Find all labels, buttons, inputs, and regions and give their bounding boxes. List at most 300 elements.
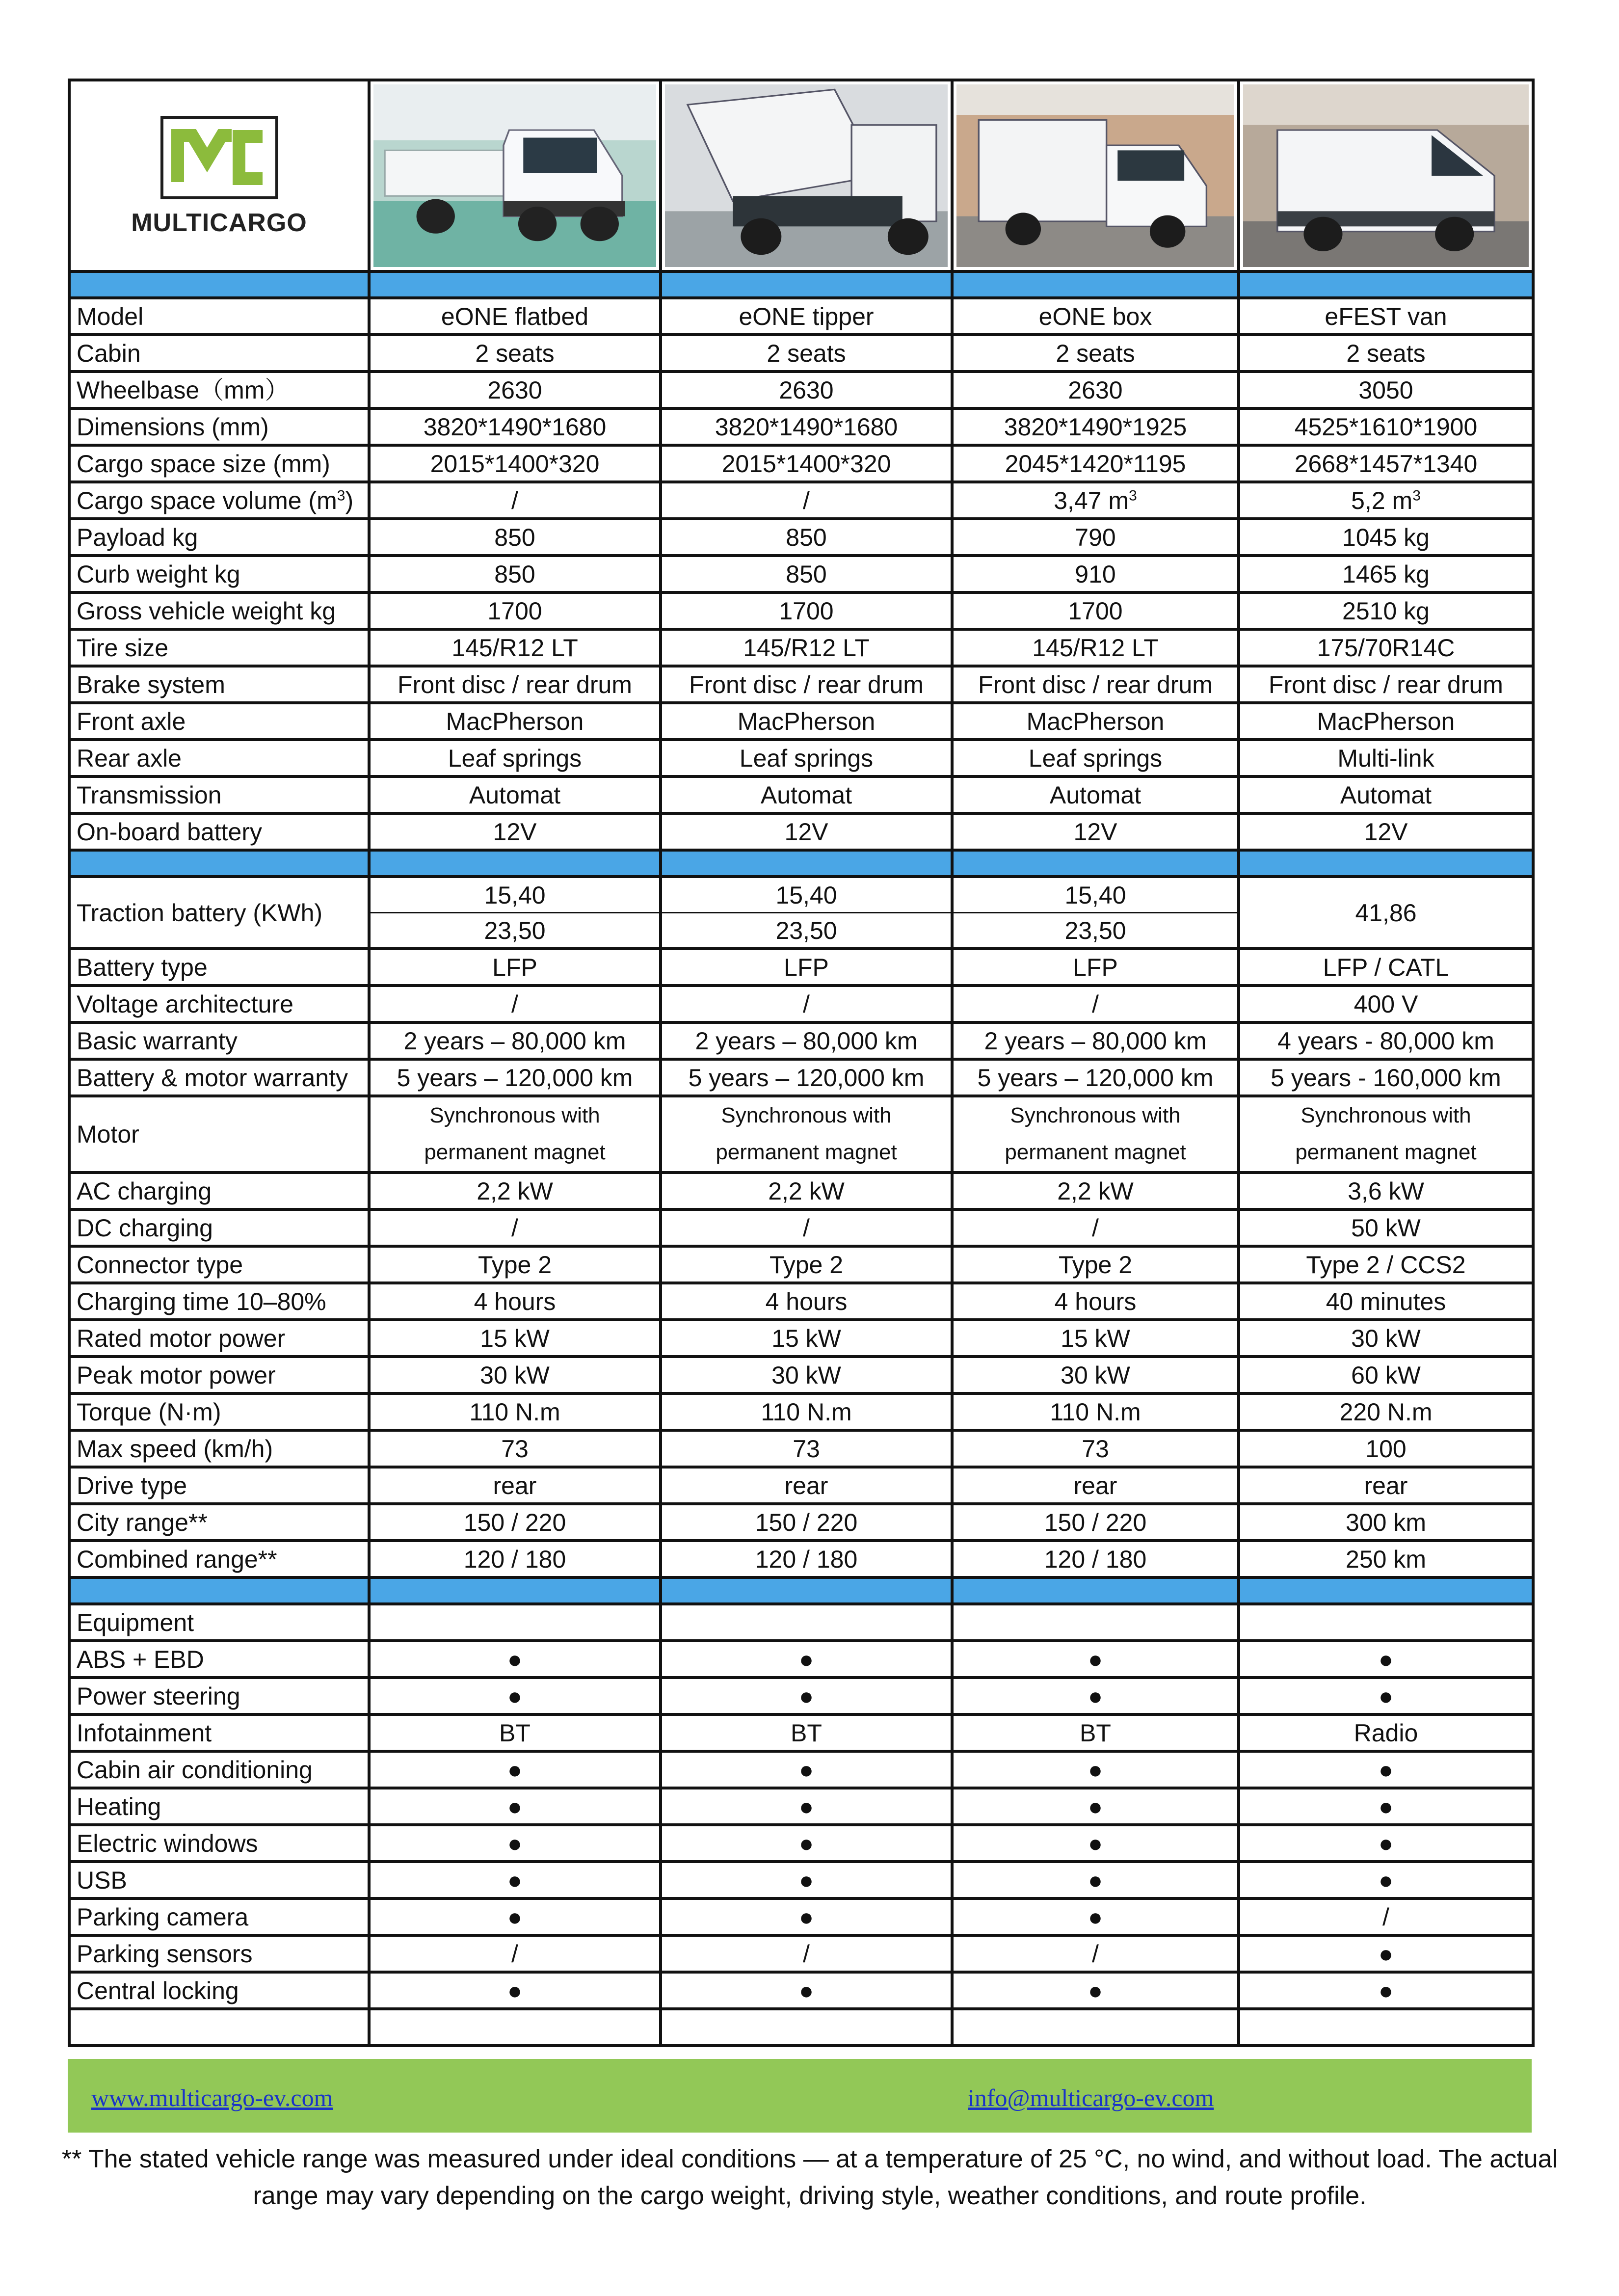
spec-label: Motor	[69, 1096, 369, 1173]
spec-value: 120 / 180	[661, 1541, 952, 1577]
motor-line-1: Synchronous with	[1010, 1103, 1181, 1128]
spec-row-drive-type	[69, 1467, 1533, 1504]
spec-label: Electric windows	[69, 1825, 369, 1862]
spec-value: 5 years – 120,000 km	[952, 1059, 1239, 1096]
spec-value: ●	[661, 1641, 952, 1678]
spec-value: LFP	[952, 949, 1239, 986]
divider-cell	[661, 850, 952, 877]
spec-value: Automat	[1239, 776, 1533, 813]
spec-value: rear	[661, 1467, 952, 1504]
spec-row-city-range	[69, 1504, 1533, 1541]
spec-row-gross-vehicle-weight-kg	[69, 592, 1533, 629]
header-row	[69, 80, 1533, 271]
spec-label: Front axle	[69, 703, 369, 740]
spec-value: rear	[1239, 1467, 1533, 1504]
spec-label: Infotainment	[69, 1714, 369, 1751]
spec-label: DC charging	[69, 1209, 369, 1246]
spec-value: Type 2	[369, 1246, 661, 1283]
brand-logo	[71, 81, 368, 270]
spec-row-rear-axle	[69, 740, 1533, 776]
tipper-truck-photo	[665, 84, 948, 267]
spec-value: 150 / 220	[369, 1504, 661, 1541]
blank-row	[69, 2009, 1533, 2046]
spec-value: 2015*1400*320	[661, 445, 952, 482]
spec-label: USB	[69, 1862, 369, 1898]
spec-value: 850	[369, 519, 661, 556]
spec-value: 3820*1490*1925	[952, 408, 1239, 445]
spec-row-torque-n-m	[69, 1393, 1533, 1430]
spec-value: ●	[952, 1641, 1239, 1678]
spec-row-cargo-space-volume-m	[69, 482, 1533, 519]
spec-value: 15,40	[369, 877, 661, 913]
spec-label: City range**	[69, 1504, 369, 1541]
website-link[interactable]: www.multicargo-ev.com	[91, 2084, 333, 2111]
spec-value: 50 kW	[1239, 1209, 1533, 1246]
spec-label: Rated motor power	[69, 1320, 369, 1357]
divider-cell	[369, 850, 661, 877]
spec-value: MacPherson	[952, 703, 1239, 740]
spec-value: 145/R12 LT	[369, 629, 661, 666]
spec-value: 1700	[369, 592, 661, 629]
divider-cell	[369, 1577, 661, 1604]
spec-row-parking-camera	[69, 1898, 1533, 1935]
spec-value: 3050	[1239, 372, 1533, 408]
spec-value: /	[952, 1209, 1239, 1246]
spec-value: 1465 kg	[1239, 556, 1533, 592]
spec-value: 3820*1490*1680	[661, 408, 952, 445]
spec-value: 300 km	[1239, 1504, 1533, 1541]
spec-value: MacPherson	[661, 703, 952, 740]
empty-cell	[1239, 2009, 1533, 2046]
spec-value: 60 kW	[1239, 1357, 1533, 1393]
spec-value: 150 / 220	[952, 1504, 1239, 1541]
spec-value: 2,2 kW	[952, 1173, 1239, 1209]
spec-label: Max speed (km/h)	[69, 1430, 369, 1467]
spec-value: 30 kW	[952, 1357, 1239, 1393]
spec-row-power-steering	[69, 1678, 1533, 1714]
spec-value: 850	[369, 556, 661, 592]
spec-row-usb	[69, 1862, 1533, 1898]
spec-value: 5,2 $m^3$	[1239, 482, 1533, 519]
spec-label: Transmission	[69, 776, 369, 813]
motor-line-1: Synchronous with	[1301, 1103, 1471, 1128]
spec-value: /	[1239, 1898, 1533, 1935]
spec-value: 2630	[952, 372, 1239, 408]
spec-value: 1045 kg	[1239, 519, 1533, 556]
spec-value	[952, 1096, 1239, 1173]
motor-line-1: Synchronous with	[721, 1103, 892, 1128]
photo-flatbed	[369, 80, 661, 271]
brand-name: MULTICARGO	[131, 209, 307, 237]
spec-value: 4 hours	[661, 1283, 952, 1320]
spec-row-transmission	[69, 776, 1533, 813]
empty-cell	[69, 2009, 369, 2046]
spec-value: 2 seats	[369, 335, 661, 372]
spec-value: eONE flatbed	[369, 298, 661, 335]
spec-value: MacPherson	[369, 703, 661, 740]
spec-label: Basic warranty	[69, 1022, 369, 1059]
spec-row-battery-motor-warranty	[69, 1059, 1533, 1096]
spec-value: 400 V	[1239, 986, 1533, 1022]
spec-row-heating	[69, 1788, 1533, 1825]
spec-value: 250 km	[1239, 1541, 1533, 1577]
spec-value: Automat	[661, 776, 952, 813]
spec-label: Peak motor power	[69, 1357, 369, 1393]
spec-value: 100	[1239, 1430, 1533, 1467]
spec-label: Curb weight kg	[69, 556, 369, 592]
divider-cell	[1239, 850, 1533, 877]
spec-value: ●	[369, 1825, 661, 1862]
spec-value: 2668*1457*1340	[1239, 445, 1533, 482]
spec-value: 4 hours	[369, 1283, 661, 1320]
spec-value: LFP / CATL	[1239, 949, 1533, 986]
spec-value: 150 / 220	[661, 1504, 952, 1541]
spec-value: ●	[1239, 1862, 1533, 1898]
spec-row-cabin-air-conditioning	[69, 1751, 1533, 1788]
spec-value: ●	[1239, 1788, 1533, 1825]
spec-value: 41,86	[1239, 877, 1533, 949]
spec-value: Front disc / rear drum	[952, 666, 1239, 703]
spec-label: Battery & motor warranty	[69, 1059, 369, 1096]
spec-value: 1700	[661, 592, 952, 629]
spec-value: 110 N.m	[369, 1393, 661, 1430]
spec-label: Dimensions (mm)	[69, 408, 369, 445]
spec-value: /	[952, 986, 1239, 1022]
photo-van	[1239, 80, 1533, 271]
spec-label: Cargo space size (mm)	[69, 445, 369, 482]
spec-value: 12V	[661, 813, 952, 850]
spec-value: 5 years - 160,000 km	[1239, 1059, 1533, 1096]
spec-value: 30 kW	[1239, 1320, 1533, 1357]
spec-row-combined-range	[69, 1541, 1533, 1577]
spec-value: 40 minutes	[1239, 1283, 1533, 1320]
spec-value: 110 N.m	[661, 1393, 952, 1430]
divider-cell	[661, 1577, 952, 1604]
empty-cell	[952, 2009, 1239, 2046]
empty-cell	[1239, 1604, 1533, 1641]
spec-row-dimensions-mm	[69, 408, 1533, 445]
spec-value: 145/R12 LT	[952, 629, 1239, 666]
spec-value: 2 years – 80,000 km	[369, 1022, 661, 1059]
spec-value: BT	[369, 1714, 661, 1751]
spec-value: ●	[369, 1678, 661, 1714]
spec-value: 30 kW	[661, 1357, 952, 1393]
spec-value: 2 years – 80,000 km	[661, 1022, 952, 1059]
spec-table	[68, 79, 1535, 2047]
spec-label: Parking sensors	[69, 1935, 369, 1972]
spec-value: /	[661, 482, 952, 519]
equipment-header: Equipment	[69, 1604, 369, 1641]
spec-value: rear	[952, 1467, 1239, 1504]
spec-value: 15 kW	[661, 1320, 952, 1357]
spec-value: ●	[369, 1751, 661, 1788]
spec-row-traction-battery	[69, 877, 1533, 913]
divider-cell	[69, 1577, 369, 1604]
spec-row-charging-time-10-80	[69, 1283, 1533, 1320]
spec-label: Cabin	[69, 335, 369, 372]
empty-cell	[661, 1604, 952, 1641]
logo-cell	[69, 80, 369, 271]
spec-value: 30 kW	[369, 1357, 661, 1393]
spec-label: Traction battery (KWh)	[69, 877, 369, 949]
empty-cell	[952, 1604, 1239, 1641]
spec-value: 15 kW	[952, 1320, 1239, 1357]
spec-value: 15,40	[661, 877, 952, 913]
spec-value: ●	[661, 1898, 952, 1935]
spec-value: eONE box	[952, 298, 1239, 335]
spec-label: Gross vehicle weight kg	[69, 592, 369, 629]
divider-cell	[952, 850, 1239, 877]
spec-label: Connector type	[69, 1246, 369, 1283]
spec-value: 23,50	[661, 913, 952, 949]
spec-row-on-board-battery	[69, 813, 1533, 850]
spec-value: 910	[952, 556, 1239, 592]
spec-value: ●	[369, 1862, 661, 1898]
spec-value: /	[661, 1935, 952, 1972]
range-footnote: ** The stated vehicle range was measured under ideal conditions — at a temperature of 25 °C, no wind, and without load. The actual range may vary depending on the cargo weight, driving style, weather conditions, and route profile.	[61, 2145, 1558, 2210]
spec-value: 120 / 180	[952, 1541, 1239, 1577]
spec-value: 850	[661, 556, 952, 592]
divider-cell	[69, 850, 369, 877]
spec-row-battery-type	[69, 949, 1533, 986]
spec-label: ABS + EBD	[69, 1641, 369, 1678]
spec-value	[1239, 1096, 1533, 1173]
spec-row-rated-motor-power	[69, 1320, 1533, 1357]
spec-value: 15 kW	[369, 1320, 661, 1357]
spec-value: ●	[1239, 1641, 1533, 1678]
spec-value	[661, 1096, 952, 1173]
spec-value: 790	[952, 519, 1239, 556]
photo-tipper	[661, 80, 952, 271]
divider-cell	[1239, 1577, 1533, 1604]
spec-value: LFP	[369, 949, 661, 986]
spec-value: ●	[1239, 1972, 1533, 2009]
spec-value: 850	[661, 519, 952, 556]
spec-value: Front disc / rear drum	[1239, 666, 1533, 703]
spec-value: ●	[661, 1972, 952, 2009]
spec-label: Drive type	[69, 1467, 369, 1504]
spec-value: ●	[952, 1751, 1239, 1788]
divider-cell	[952, 1577, 1239, 1604]
spec-value: Multi-link	[1239, 740, 1533, 776]
spec-value: Type 2	[661, 1246, 952, 1283]
spec-value: Radio	[1239, 1714, 1533, 1751]
spec-value: 2630	[661, 372, 952, 408]
spec-value: ●	[661, 1751, 952, 1788]
spec-value: Front disc / rear drum	[369, 666, 661, 703]
superscript: 3	[1412, 487, 1421, 504]
spec-value: ●	[369, 1641, 661, 1678]
spec-row-front-axle	[69, 703, 1533, 740]
spec-label: Battery type	[69, 949, 369, 986]
section-divider	[69, 1577, 1533, 1604]
spec-label: Model	[69, 298, 369, 335]
spec-value: 2,2 kW	[661, 1173, 952, 1209]
spec-value: MacPherson	[1239, 703, 1533, 740]
spec-value: 4525*1610*1900	[1239, 408, 1533, 445]
spec-value: 5 years – 120,000 km	[661, 1059, 952, 1096]
photo-box	[952, 80, 1239, 271]
spec-value: Type 2	[952, 1246, 1239, 1283]
spec-value: Leaf springs	[369, 740, 661, 776]
cargo-van-photo	[1243, 84, 1529, 267]
spec-value: 2630	[369, 372, 661, 408]
spec-value: 2 seats	[952, 335, 1239, 372]
mc-logo-icon	[170, 126, 268, 189]
spec-value: 12V	[952, 813, 1239, 850]
spec-value: Automat	[369, 776, 661, 813]
spec-label: Tire size	[69, 629, 369, 666]
spec-label: Rear axle	[69, 740, 369, 776]
spec-value: 3,47 $m^3$	[952, 482, 1239, 519]
spec-value: 1700	[952, 592, 1239, 629]
spec-row-basic-warranty	[69, 1022, 1533, 1059]
spec-row-payload-kg	[69, 519, 1533, 556]
spec-value: 73	[369, 1430, 661, 1467]
spec-value: 2015*1400*320	[369, 445, 661, 482]
spec-value: 2 years – 80,000 km	[952, 1022, 1239, 1059]
box-truck-photo	[956, 84, 1234, 267]
spec-value: LFP	[661, 949, 952, 986]
spec-value: ●	[369, 1788, 661, 1825]
spec-value: 4 hours	[952, 1283, 1239, 1320]
spec-label: Power steering	[69, 1678, 369, 1714]
spec-row-tire-size	[69, 629, 1533, 666]
spec-value: 5 years – 120,000 km	[369, 1059, 661, 1096]
spec-row-cargo-space-size-mm	[69, 445, 1533, 482]
spec-value: ●	[952, 1825, 1239, 1862]
spec-value	[369, 1096, 661, 1173]
spec-value: Leaf springs	[952, 740, 1239, 776]
spec-value: BT	[661, 1714, 952, 1751]
spec-value: Leaf springs	[661, 740, 952, 776]
logo-mark	[160, 116, 278, 199]
spec-label: Wheelbase（mm）	[69, 372, 369, 408]
spec-value: ●	[1239, 1751, 1533, 1788]
equipment-header-row	[69, 1604, 1533, 1641]
spec-value: 3,6 kW	[1239, 1173, 1533, 1209]
spec-label: Payload kg	[69, 519, 369, 556]
spec-value: Front disc / rear drum	[661, 666, 952, 703]
empty-cell	[661, 2009, 952, 2046]
spec-value: BT	[952, 1714, 1239, 1751]
spec-label: Cabin air conditioning	[69, 1751, 369, 1788]
spec-row-central-locking	[69, 1972, 1533, 2009]
spec-value: ●	[661, 1788, 952, 1825]
spec-value: /	[369, 1935, 661, 1972]
spec-value: /	[369, 986, 661, 1022]
spec-value: 2 seats	[1239, 335, 1533, 372]
spec-row-connector-type	[69, 1246, 1533, 1283]
email-link[interactable]: info@multicargo-ev.com	[968, 2084, 1214, 2111]
empty-cell	[369, 1604, 661, 1641]
spec-value: 120 / 180	[369, 1541, 661, 1577]
spec-label: Parking camera	[69, 1898, 369, 1935]
spec-row-curb-weight-kg	[69, 556, 1533, 592]
spec-value: 2510 kg	[1239, 592, 1533, 629]
spec-value: ●	[952, 1788, 1239, 1825]
spec-value: ●	[1239, 1935, 1533, 1972]
spec-value: ●	[369, 1898, 661, 1935]
spec-value: rear	[369, 1467, 661, 1504]
spec-value: ●	[369, 1972, 661, 2009]
spec-row-brake-system	[69, 666, 1533, 703]
spec-label: Brake system	[69, 666, 369, 703]
spec-value: ●	[661, 1862, 952, 1898]
spec-value: ●	[661, 1825, 952, 1862]
spec-row-dc-charging	[69, 1209, 1533, 1246]
spec-value: 2 seats	[661, 335, 952, 372]
spec-value: ●	[1239, 1825, 1533, 1862]
spec-row-abs-ebd	[69, 1641, 1533, 1678]
spec-row-cabin	[69, 335, 1533, 372]
spec-value: ●	[661, 1678, 952, 1714]
section-divider	[69, 850, 1533, 877]
spec-value: /	[952, 1935, 1239, 1972]
spec-row-wheelbase-mm	[69, 372, 1533, 408]
spec-value: Type 2 / CCS2	[1239, 1246, 1533, 1283]
spec-row-max-speed-km-h	[69, 1430, 1533, 1467]
spec-label: Combined range**	[69, 1541, 369, 1577]
spec-label: Voltage architecture	[69, 986, 369, 1022]
spec-value: ●	[952, 1678, 1239, 1714]
superscript: 3	[1129, 487, 1137, 504]
spec-value: 110 N.m	[952, 1393, 1239, 1430]
section-divider	[69, 271, 1533, 298]
spec-value: 15,40	[952, 877, 1239, 913]
spec-value: ●	[952, 1862, 1239, 1898]
motor-line-1: Synchronous with	[429, 1103, 600, 1128]
flatbed-truck-photo	[373, 84, 656, 267]
spec-row-model	[69, 298, 1533, 335]
spec-row-ac-charging	[69, 1173, 1533, 1209]
motor-line-2: permanent magnet	[424, 1140, 606, 1164]
superscript: 3	[337, 487, 345, 504]
spec-sheet	[68, 79, 1532, 2047]
spec-value: 12V	[1239, 813, 1533, 850]
spec-value: ●	[952, 1972, 1239, 2009]
spec-row-parking-sensors	[69, 1935, 1533, 1972]
spec-value: /	[369, 1209, 661, 1246]
spec-value: Automat	[952, 776, 1239, 813]
empty-cell	[369, 2009, 661, 2046]
spec-value: 2,2 kW	[369, 1173, 661, 1209]
spec-value: 23,50	[952, 913, 1239, 949]
spec-value: /	[369, 482, 661, 519]
spec-value: 3820*1490*1680	[369, 408, 661, 445]
spec-label: AC charging	[69, 1173, 369, 1209]
spec-row-infotainment	[69, 1714, 1533, 1751]
motor-line-2: permanent magnet	[1005, 1140, 1186, 1164]
spec-value: 220 N.m	[1239, 1393, 1533, 1430]
spec-label: Central locking	[69, 1972, 369, 2009]
spec-row-peak-motor-power	[69, 1357, 1533, 1393]
spec-value: 145/R12 LT	[661, 629, 952, 666]
spec-value: 73	[952, 1430, 1239, 1467]
spec-row-electric-windows	[69, 1825, 1533, 1862]
spec-value: /	[661, 1209, 952, 1246]
spec-row-voltage-architecture	[69, 986, 1533, 1022]
spec-value: ●	[1239, 1678, 1533, 1714]
motor-line-2: permanent magnet	[716, 1140, 897, 1164]
spec-value: 175/70R14C	[1239, 629, 1533, 666]
spec-label: On-board battery	[69, 813, 369, 850]
spec-label: Charging time 10–80%	[69, 1283, 369, 1320]
spec-value: 12V	[369, 813, 661, 850]
motor-line-2: permanent magnet	[1295, 1140, 1477, 1164]
spec-value: eFEST van	[1239, 298, 1533, 335]
spec-value: 23,50	[369, 913, 661, 949]
